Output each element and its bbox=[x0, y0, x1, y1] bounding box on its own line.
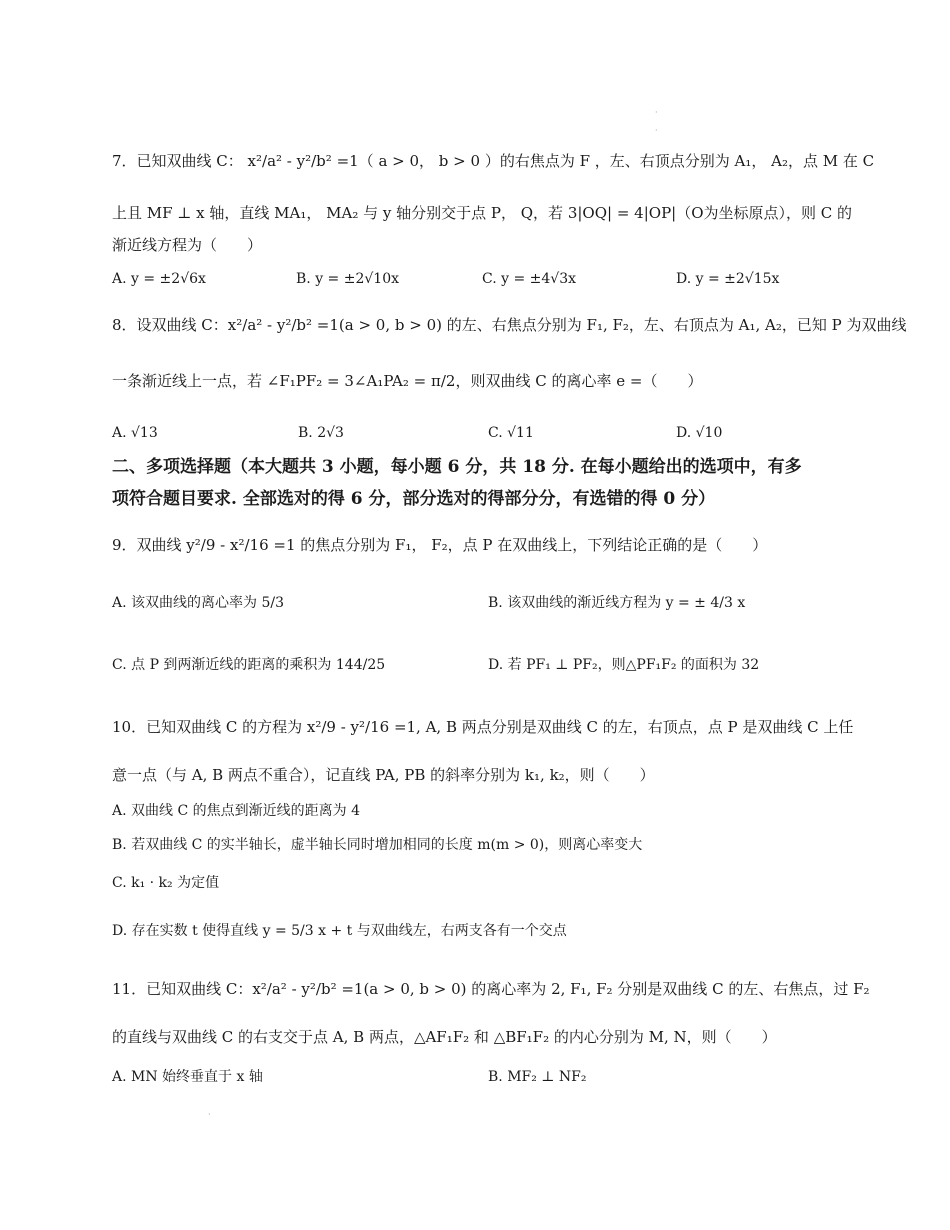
q7-line3: 渐近线方程为（ ） bbox=[112, 236, 263, 254]
q8-option-d: D. √10 bbox=[676, 425, 723, 441]
q11-option-a: A. MN 始终垂直于 x 轴 bbox=[112, 1069, 263, 1085]
q7-line2: 上且 MF ⊥ x 轴，直线 MA₁， MA₂ 与 y 轴分别交于点 P， Q，若 3|OQ| = 4|OP|（O为坐标原点），则 C 的 bbox=[112, 204, 853, 222]
q8-option-c: C. √11 bbox=[488, 425, 534, 441]
q11-line1: 11．已知双曲线 C：x²/a² - y²/b² =1(a > 0, b > 0) 的离心率为 2, F₁, F₂ 分别是双曲线 C 的左、右焦点，过 F₂ bbox=[112, 980, 870, 998]
q11-option-b: B. MF₂ ⊥ NF₂ bbox=[488, 1069, 587, 1085]
q10-line2: 意一点（与 A, B 两点不重合），记直线 PA, PB 的斜率分别为 k₁, k₂，则（ ） bbox=[112, 766, 655, 784]
q7-line1: 7．已知双曲线 C： x²/a² - y²/b² =1（ a > 0， b > 0 ）的右焦点为 F ，左、右顶点分别为 A₁， A₂，点 M 在 C bbox=[112, 152, 875, 170]
q7-option-d: D. y = ±2√15x bbox=[676, 271, 780, 287]
q8-line2: 一条渐近线上一点，若 ∠F₁PF₂ = 3∠A₁PA₂ = π/2，则双曲线 C 的离心率 e =（ ） bbox=[112, 372, 703, 390]
q7-option-b: B. y = ±2√10x bbox=[296, 271, 399, 287]
q10-option-b: B. 若双曲线 C 的实半轴长，虚半轴长同时增加相同的长度 m(m > 0)，则离心率变大 bbox=[112, 837, 643, 853]
q10-line1: 10．已知双曲线 C 的方程为 x²/9 - y²/16 =1, A, B 两点分别是双曲线 C 的左，右顶点，点 P 是双曲线 C 上任 bbox=[112, 718, 854, 736]
q9-line1: 9．双曲线 y²/9 - x²/16 =1 的焦点分别为 F₁， F₂，点 P 在双曲线上，下列结论正确的是（ ） bbox=[112, 536, 768, 554]
q8-option-a: A. √13 bbox=[112, 425, 158, 441]
q9-option-c: C. 点 P 到两渐近线的距离的乘积为 144/25 bbox=[112, 657, 386, 673]
q8-line1: 8．设双曲线 C：x²/a² - y²/b² =1(a > 0, b > 0) 的左、右焦点分别为 F₁, F₂，左、右顶点为 A₁, A₂，已知 P 为双曲线 bbox=[112, 316, 907, 334]
scan-speck: · bbox=[655, 126, 658, 135]
q9-option-a: A. 该双曲线的离心率为 5/3 bbox=[112, 595, 284, 611]
scan-speck: · bbox=[208, 1110, 211, 1119]
q11-line2: 的直线与双曲线 C 的右支交于点 A, B 两点，△AF₁F₂ 和 △BF₁F₂ 的内心分别为 M, N，则（ ） bbox=[112, 1028, 777, 1046]
q7-option-c: C. y = ±4√3x bbox=[482, 271, 577, 287]
q9-option-b: B. 该双曲线的渐近线方程为 y = ± 4/3 x bbox=[488, 595, 746, 611]
q10-option-c: C. k₁ · k₂ 为定值 bbox=[112, 875, 220, 891]
q8-option-b: B. 2√3 bbox=[298, 425, 344, 441]
section-heading-line1: 二、多项选择题（本大题共 3 小题，每小题 6 分，共 18 分. 在每小题给出的选项中，有多 bbox=[112, 457, 802, 477]
scan-speck: · bbox=[655, 108, 658, 117]
q10-option-a: A. 双曲线 C 的焦点到渐近线的距离为 4 bbox=[112, 803, 360, 819]
section-heading-line2: 项符合题目要求. 全部选对的得 6 分，部分选对的得部分分，有选错的得 0 分） bbox=[112, 489, 716, 509]
q7-option-a: A. y = ±2√6x bbox=[112, 271, 206, 287]
q10-option-d: D. 存在实数 t 使得直线 y = 5/3 x + t 与双曲线左，右两支各有一个交点 bbox=[112, 923, 567, 939]
q9-option-d: D. 若 PF₁ ⊥ PF₂，则△PF₁F₂ 的面积为 32 bbox=[488, 657, 760, 673]
